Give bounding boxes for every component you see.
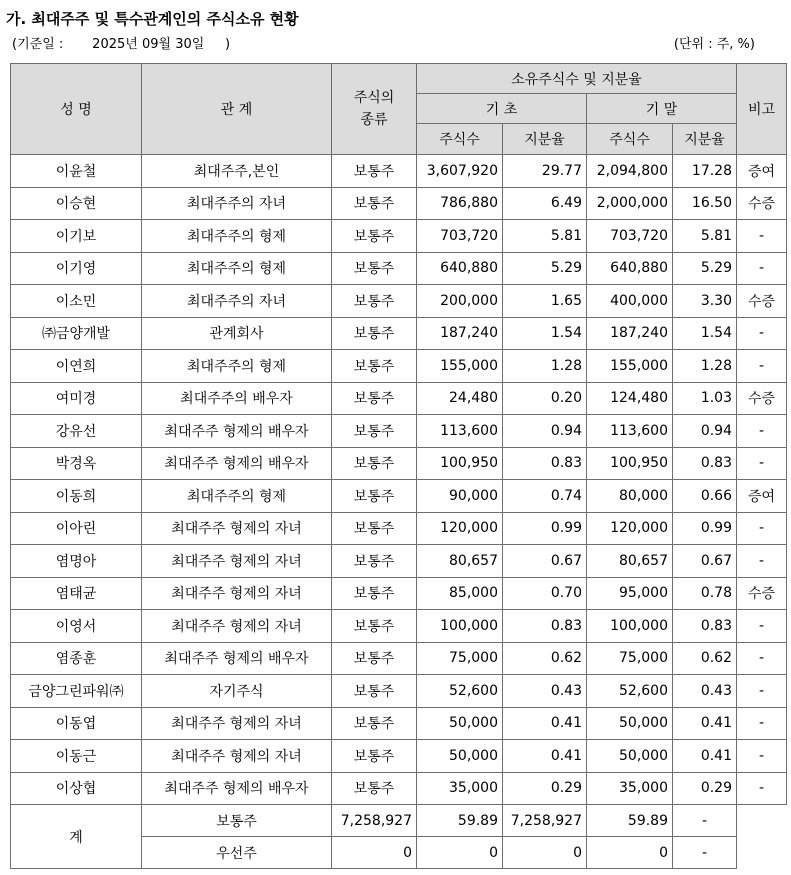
note: - xyxy=(737,415,787,448)
table-row xyxy=(11,285,787,318)
note: - xyxy=(737,707,787,740)
begin-shares: 35,000 xyxy=(417,772,503,805)
total-preferred-begin-shares: 0 xyxy=(332,837,417,869)
note: 수증 xyxy=(737,187,787,220)
shareholder-relation: 최대주주 형제의 자녀 xyxy=(142,545,332,578)
shareholder-relation: 최대주주 형제의 배우자 xyxy=(142,642,332,675)
table-row xyxy=(11,155,787,188)
shareholder-name: 이상협 xyxy=(11,772,142,805)
table-row xyxy=(11,772,787,805)
shareholder-name: 이영서 xyxy=(11,610,142,643)
shareholder-relation: 최대주주 형제의 자녀 xyxy=(142,610,332,643)
shareholder-name: 이아린 xyxy=(11,512,142,545)
shareholder-name: 이승현 xyxy=(11,187,142,220)
stock-type: 보통주 xyxy=(332,740,417,773)
stock-type: 보통주 xyxy=(332,317,417,350)
end-ratio: 1.54 xyxy=(673,317,737,350)
note: - xyxy=(737,545,787,578)
table-row xyxy=(11,610,787,643)
shareholder-name: 강유선 xyxy=(11,415,142,448)
end-ratio: 1.03 xyxy=(673,382,737,415)
header-holdings: 소유주식수 및 지분율 xyxy=(417,64,737,94)
table-row xyxy=(11,317,787,350)
total-common-begin-shares: 7,258,927 xyxy=(332,805,417,837)
table-row xyxy=(11,480,787,513)
begin-ratio: 5.81 xyxy=(503,220,587,253)
shareholder-relation: 최대주주 형제의 자녀 xyxy=(142,707,332,740)
total-common-end-shares: 7,258,927 xyxy=(503,805,587,837)
shareholder-name: 여미경 xyxy=(11,382,142,415)
note: - xyxy=(737,220,787,253)
table-row xyxy=(11,252,787,285)
begin-ratio: 6.49 xyxy=(503,187,587,220)
table-row xyxy=(11,675,787,708)
end-shares: 400,000 xyxy=(587,285,673,318)
note: - xyxy=(737,447,787,480)
total-preferred-end-shares: 0 xyxy=(503,837,587,869)
begin-shares: 90,000 xyxy=(417,480,503,513)
begin-ratio: 5.29 xyxy=(503,252,587,285)
stock-type: 보통주 xyxy=(332,220,417,253)
begin-shares: 52,600 xyxy=(417,675,503,708)
begin-shares: 120,000 xyxy=(417,512,503,545)
begin-ratio: 0.99 xyxy=(503,512,587,545)
end-shares: 80,000 xyxy=(587,480,673,513)
header-begin-shares: 주식수 xyxy=(417,124,503,155)
header-stock-type-line1: 주식의 xyxy=(353,90,395,106)
begin-ratio: 1.54 xyxy=(503,317,587,350)
end-shares: 155,000 xyxy=(587,350,673,383)
table-body xyxy=(11,155,787,805)
shareholder-name: 이윤철 xyxy=(11,155,142,188)
begin-ratio: 0.67 xyxy=(503,545,587,578)
stock-type: 보통주 xyxy=(332,512,417,545)
stock-type: 보통주 xyxy=(332,642,417,675)
begin-shares: 640,880 xyxy=(417,252,503,285)
begin-shares: 50,000 xyxy=(417,707,503,740)
unit-label: (단위 : 주, %) xyxy=(673,37,755,52)
begin-shares: 113,600 xyxy=(417,415,503,448)
shareholder-relation: 최대주주의 형제 xyxy=(142,252,332,285)
shareholder-name: 염태균 xyxy=(11,577,142,610)
begin-ratio: 0.83 xyxy=(503,447,587,480)
note: 수증 xyxy=(737,285,787,318)
total-preferred-note: - xyxy=(673,837,737,869)
begin-shares: 187,240 xyxy=(417,317,503,350)
shareholder-relation: 최대주주의 배우자 xyxy=(142,382,332,415)
end-shares: 35,000 xyxy=(587,772,673,805)
shareholder-relation: 최대주주의 형제 xyxy=(142,220,332,253)
shareholder-name: 이연희 xyxy=(11,350,142,383)
table-row xyxy=(11,350,787,383)
table-header xyxy=(11,64,787,155)
end-shares: 120,000 xyxy=(587,512,673,545)
table-row xyxy=(11,447,787,480)
end-ratio: 0.67 xyxy=(673,545,737,578)
end-shares: 124,480 xyxy=(587,382,673,415)
end-ratio: 17.28 xyxy=(673,155,737,188)
begin-shares: 100,950 xyxy=(417,447,503,480)
end-shares: 50,000 xyxy=(587,740,673,773)
begin-ratio: 0.41 xyxy=(503,740,587,773)
begin-shares: 80,657 xyxy=(417,545,503,578)
note: - xyxy=(737,317,787,350)
begin-ratio: 1.65 xyxy=(503,285,587,318)
total-label: 계 xyxy=(11,805,142,869)
begin-ratio: 0.62 xyxy=(503,642,587,675)
begin-ratio: 0.83 xyxy=(503,610,587,643)
end-shares: 95,000 xyxy=(587,577,673,610)
end-shares: 50,000 xyxy=(587,707,673,740)
header-stock-type-line2: 종류 xyxy=(360,112,388,128)
shareholder-name: 이동엽 xyxy=(11,707,142,740)
end-ratio: 1.28 xyxy=(673,350,737,383)
note: - xyxy=(737,642,787,675)
shareholder-relation: 최대주주의 자녀 xyxy=(142,285,332,318)
end-ratio: 5.81 xyxy=(673,220,737,253)
shareholder-relation: 최대주주 형제의 배우자 xyxy=(142,447,332,480)
end-ratio: 0.78 xyxy=(673,577,737,610)
shareholder-name: 이동희 xyxy=(11,480,142,513)
stock-type: 보통주 xyxy=(332,707,417,740)
stock-type: 보통주 xyxy=(332,577,417,610)
shareholder-name: 박경옥 xyxy=(11,447,142,480)
begin-ratio: 0.29 xyxy=(503,772,587,805)
stock-type: 보통주 xyxy=(332,187,417,220)
table-row xyxy=(11,415,787,448)
table-row xyxy=(11,707,787,740)
table-total xyxy=(11,805,787,869)
stock-type: 보통주 xyxy=(332,155,417,188)
end-shares: 2,000,000 xyxy=(587,187,673,220)
begin-shares: 100,000 xyxy=(417,610,503,643)
begin-shares: 786,880 xyxy=(417,187,503,220)
end-ratio: 0.41 xyxy=(673,707,737,740)
note: - xyxy=(737,350,787,383)
end-ratio: 0.83 xyxy=(673,447,737,480)
note: - xyxy=(737,772,787,805)
end-ratio: 3.30 xyxy=(673,285,737,318)
base-date: (기준일 : 2025년 09월 30일 ) xyxy=(12,37,231,52)
total-preferred-end-ratio: 0 xyxy=(587,837,673,869)
end-ratio: 5.29 xyxy=(673,252,737,285)
header-end-ratio: 지분율 xyxy=(673,124,737,155)
begin-ratio: 0.20 xyxy=(503,382,587,415)
stock-type: 보통주 xyxy=(332,772,417,805)
total-preferred-type: 우선주 xyxy=(142,837,332,869)
begin-ratio: 1.28 xyxy=(503,350,587,383)
begin-ratio: 0.43 xyxy=(503,675,587,708)
total-common-end-ratio: 59.89 xyxy=(587,805,673,837)
end-shares: 100,950 xyxy=(587,447,673,480)
header-end-shares: 주식수 xyxy=(587,124,673,155)
shareholder-name: 이기보 xyxy=(11,220,142,253)
end-shares: 52,600 xyxy=(587,675,673,708)
end-ratio: 0.41 xyxy=(673,740,737,773)
shareholder-relation: 최대주주 형제의 자녀 xyxy=(142,740,332,773)
shareholder-name: ㈜금양개발 xyxy=(11,317,142,350)
begin-shares: 24,480 xyxy=(417,382,503,415)
shareholder-name: 이소민 xyxy=(11,285,142,318)
header-relation: 관 계 xyxy=(142,64,332,155)
begin-shares: 200,000 xyxy=(417,285,503,318)
begin-ratio: 0.94 xyxy=(503,415,587,448)
shareholder-relation: 최대주주의 자녀 xyxy=(142,187,332,220)
shareholder-name: 이기영 xyxy=(11,252,142,285)
shareholder-name: 금양그린파워㈜ xyxy=(11,675,142,708)
header-stock-type xyxy=(332,64,417,155)
shareholder-relation: 최대주주 형제의 배우자 xyxy=(142,772,332,805)
table-row xyxy=(11,577,787,610)
table-row xyxy=(11,220,787,253)
header-begin: 기 초 xyxy=(417,94,587,124)
begin-ratio: 0.70 xyxy=(503,577,587,610)
table-row xyxy=(11,545,787,578)
begin-ratio: 0.74 xyxy=(503,480,587,513)
begin-shares: 50,000 xyxy=(417,740,503,773)
shareholder-relation: 최대주주 형제의 자녀 xyxy=(142,577,332,610)
shareholder-relation: 최대주주의 형제 xyxy=(142,350,332,383)
stock-type: 보통주 xyxy=(332,447,417,480)
end-ratio: 0.99 xyxy=(673,512,737,545)
stock-type: 보통주 xyxy=(332,382,417,415)
end-ratio: 0.66 xyxy=(673,480,737,513)
begin-shares: 75,000 xyxy=(417,642,503,675)
end-ratio: 16.50 xyxy=(673,187,737,220)
stock-type: 보통주 xyxy=(332,415,417,448)
end-ratio: 0.62 xyxy=(673,642,737,675)
shareholder-name: 염종훈 xyxy=(11,642,142,675)
note: - xyxy=(737,610,787,643)
shareholder-relation: 최대주주의 형제 xyxy=(142,480,332,513)
table-row xyxy=(11,740,787,773)
note: - xyxy=(737,740,787,773)
shareholding-table xyxy=(10,63,787,869)
shareholder-relation: 자기주식 xyxy=(142,675,332,708)
begin-shares: 155,000 xyxy=(417,350,503,383)
header-name: 성 명 xyxy=(11,64,142,155)
table-row xyxy=(11,187,787,220)
stock-type: 보통주 xyxy=(332,675,417,708)
table-row xyxy=(11,382,787,415)
shareholder-name: 염명아 xyxy=(11,545,142,578)
note: 수증 xyxy=(737,577,787,610)
shareholder-relation: 최대주주 형제의 배우자 xyxy=(142,415,332,448)
end-shares: 2,094,800 xyxy=(587,155,673,188)
note: 증여 xyxy=(737,155,787,188)
shareholder-relation: 최대주주 형제의 자녀 xyxy=(142,512,332,545)
note: - xyxy=(737,252,787,285)
note: 수증 xyxy=(737,382,787,415)
end-ratio: 0.83 xyxy=(673,610,737,643)
end-shares: 80,657 xyxy=(587,545,673,578)
section-title: 가. 최대주주 및 특수관계인의 주식소유 현황 xyxy=(6,10,299,28)
end-shares: 100,000 xyxy=(587,610,673,643)
stock-type: 보통주 xyxy=(332,480,417,513)
note: - xyxy=(737,675,787,708)
end-shares: 187,240 xyxy=(587,317,673,350)
note: 증여 xyxy=(737,480,787,513)
end-ratio: 0.94 xyxy=(673,415,737,448)
stock-type: 보통주 xyxy=(332,252,417,285)
note: - xyxy=(737,512,787,545)
table-row xyxy=(11,512,787,545)
end-ratio: 0.43 xyxy=(673,675,737,708)
stock-type: 보통주 xyxy=(332,610,417,643)
stock-type: 보통주 xyxy=(332,285,417,318)
begin-ratio: 0.41 xyxy=(503,707,587,740)
shareholder-relation: 관계회사 xyxy=(142,317,332,350)
shareholder-relation: 최대주주,본인 xyxy=(142,155,332,188)
header-begin-ratio: 지분율 xyxy=(503,124,587,155)
end-shares: 113,600 xyxy=(587,415,673,448)
end-shares: 75,000 xyxy=(587,642,673,675)
header-note: 비고 xyxy=(737,64,787,155)
end-ratio: 0.29 xyxy=(673,772,737,805)
end-shares: 703,720 xyxy=(587,220,673,253)
begin-shares: 3,607,920 xyxy=(417,155,503,188)
end-shares: 640,880 xyxy=(587,252,673,285)
begin-ratio: 29.77 xyxy=(503,155,587,188)
total-common-type: 보통주 xyxy=(142,805,332,837)
total-preferred-begin-ratio: 0 xyxy=(417,837,503,869)
total-common-begin-ratio: 59.89 xyxy=(417,805,503,837)
shareholder-name: 이동근 xyxy=(11,740,142,773)
total-common-note: - xyxy=(673,805,737,837)
begin-shares: 85,000 xyxy=(417,577,503,610)
stock-type: 보통주 xyxy=(332,545,417,578)
table-row xyxy=(11,642,787,675)
header-end: 기 말 xyxy=(587,94,737,124)
begin-shares: 703,720 xyxy=(417,220,503,253)
stock-type: 보통주 xyxy=(332,350,417,383)
